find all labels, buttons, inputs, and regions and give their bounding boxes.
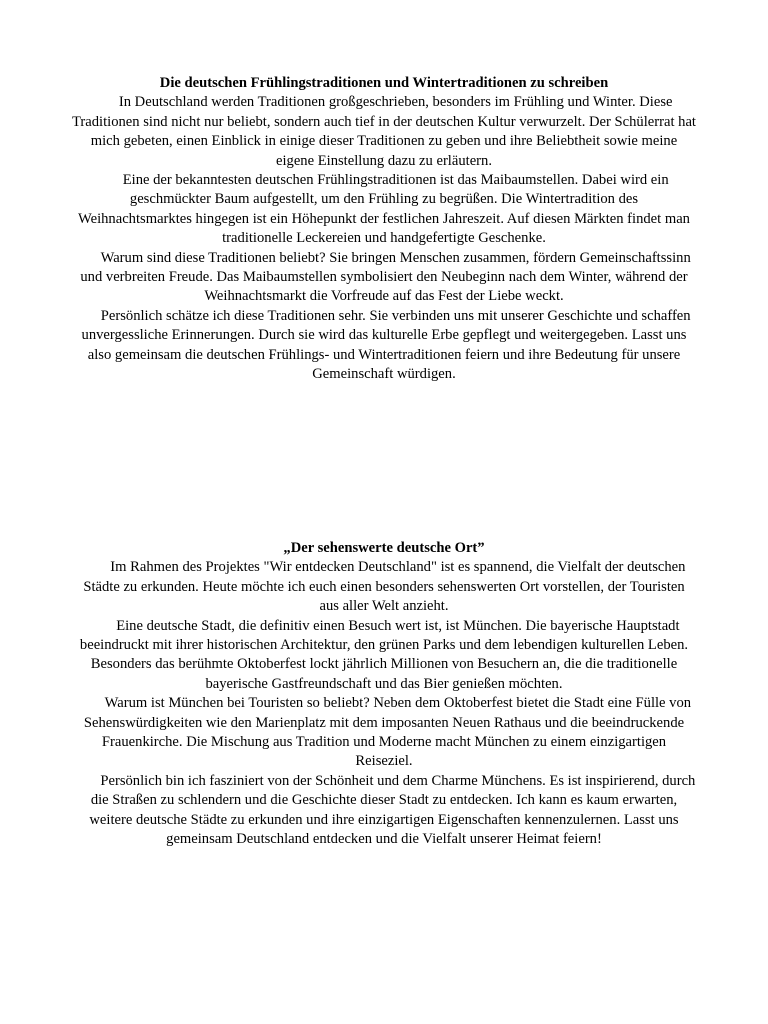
essay-title: „Der sehenswerte deutsche Ort”: [283, 540, 485, 556]
paragraph: In Deutschland werden Traditionen großgeschrieben, besonders im Frühling und Winter. Diese Traditionen sind nicht nur beliebt, sondern auch tief in der deutschen Kultur verwurzelt. Der Schülerrat hat mich gebeten, einen Einblick in einige dieser Traditionen zu geben und ihre Beliebtheit sowie meine eigene Einstellung dazu zu erläutern.: [72, 94, 696, 169]
paragraph: Persönlich bin ich fasziniert von der Schönheit und dem Charme Münchens. Es ist inspirierend, durch die Straßen zu schlendern und die Geschichte dieser Stadt zu entdecken. Ich kann es kaum erwarten, weitere deutsche Städte zu erkunden und ihre einzigartigen Eigenschaften kennenzulernen. Lasst uns gemeinsam Deutschland entdecken und die Vielfalt unserer Heimat feiern!: [89, 772, 696, 848]
paragraph: Warum sind diese Traditionen beliebt? Sie bringen Menschen zusammen, fördern Gemeinschaftssinn und verbreiten Freude. Das Maibaumstellen symbolisiert den Neubeginn nach dem Winter, während der Weihnachtsmarkt die Vorfreude auf das Fest der Liebe weckt.: [80, 249, 691, 305]
essay-title: Die deutschen Frühlingstraditionen und Wintertraditionen zu schreiben: [159, 75, 609, 91]
paragraph: Eine der bekanntesten deutschen Frühlingstraditionen ist das Maibaumstellen. Dabei wird ein geschmückter Baum aufgestellt, um den Frühling zu begrüßen. Die Wintertradition des Weihnachtsmarktes hingegen ist ein Höhepunkt der festlichen Jahreszeit. Auf diesen Märkten findet man traditionelle Leckereien und handgefertigte Geschenke.: [78, 172, 690, 247]
essay-munich: [72, 539, 696, 850]
paragraph: Warum ist München bei Touristen so beliebt? Neben dem Oktoberfest bietet die Stadt eine Fülle von Sehenswürdigkeiten wie den Marienplatz mit dem imposanten Neuen Rathaus und die beeindruckende Frauenkirche. Die Mischung aus Tradition und Moderne macht München zu einem einzigartigen Reiseziel.: [83, 695, 692, 770]
paragraph: Eine deutsche Stadt, die definitiv einen Besuch wert ist, ist München. Die bayerische Hauptstadt beeindruckt mit ihrer historischen Architektur, den grünen Parks und dem lebendigen kulturellen Leben. Besonders das berühmte Oktoberfest lockt jährlich Millionen von Besuchern an, die die traditionelle bayerische Gastfreundschaft und das Bier genießen möchten.: [79, 617, 689, 692]
paragraph: Im Rahmen des Projektes "Wir entdecken Deutschland" ist es spannend, die Vielfalt der deutschen Städte zu erkunden. Heute möchte ich euch einen besonders sehenswerten Ort vorstellen, der Touristen aus aller Welt anzieht.: [83, 559, 686, 615]
paragraph: Persönlich schätze ich diese Traditionen sehr. Sie verbinden uns mit unserer Geschichte und schaffen unvergessliche Erinnerungen. Durch sie wird das kulturelle Erbe gepflegt und weitergegeben. Lasst uns also gemeinsam die deutschen Frühlings- und Wintertraditionen feiern und ihre Bedeutung für unsere Gemeinschaft würdigen.: [81, 307, 691, 383]
essay-traditions: [72, 74, 696, 385]
